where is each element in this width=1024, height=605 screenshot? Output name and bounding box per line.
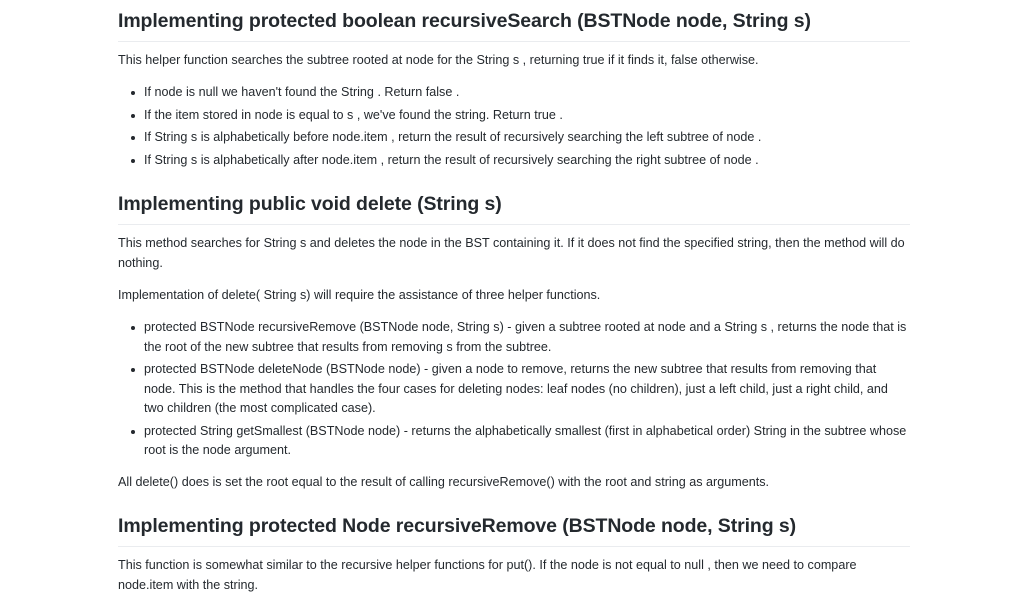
delete-summary: All delete() does is set the root equal to the result of calling recursiveRemove() with the root and string as arguments. [118,475,769,489]
section-heading-delete: Implementing public void delete (String s) [118,192,910,225]
recursive-remove-description: This function is somewhat similar to the recursive helper functions for put(). If the node is not equal to null , then we need to compare node.item with the string. [118,558,857,592]
list-item: If the item stored in node is equal to s , we've found the string. Return true . [144,106,910,126]
list-item: If node is null we haven't found the String . Return false . [144,83,910,103]
delete-helpers-intro: Implementation of delete( String s) will require the assistance of three helper functions. [118,288,601,302]
list-item: protected BSTNode deleteNode (BSTNode node) - given a node to remove, returns the new subtree that results from removing that node. This is the method that handles the four cases for deleting nodes: leaf nodes (no children), just a left child, just a right child, and two children (the most complicated case). [144,360,910,419]
section-heading-recursive-search: Implementing protected boolean recursiveSearch (BSTNode node, String s) [118,9,910,42]
list-item: protected BSTNode recursiveRemove (BSTNode node, String s) - given a subtree rooted at node and a String s , returns the node that is the root of the new subtree that results from removing s from the subtree. [144,318,910,357]
section-heading-recursive-remove: Implementing protected Node recursiveRemove (BSTNode node, String s) [118,514,910,547]
list-item: If String s is alphabetically after node.item , return the result of recursively searching the right subtree of node . [144,151,910,171]
delete-helpers-list [118,318,910,464]
recursive-search-steps-list [118,83,910,173]
list-item: protected String getSmallest (BSTNode node) - returns the alphabetically smallest (first in alphabetical order) String in the subtree whose root is the node argument. [144,422,910,461]
recursive-search-description: This helper function searches the subtree rooted at node for the String s , returning true if it finds it, false otherwise. [118,53,759,67]
list-item: If String s is alphabetically before node.item , return the result of recursively searching the left subtree of node . [144,128,910,148]
delete-description: This method searches for String s and deletes the node in the BST containing it. If it does not find the specified string, then the method will do nothing. [118,236,905,270]
